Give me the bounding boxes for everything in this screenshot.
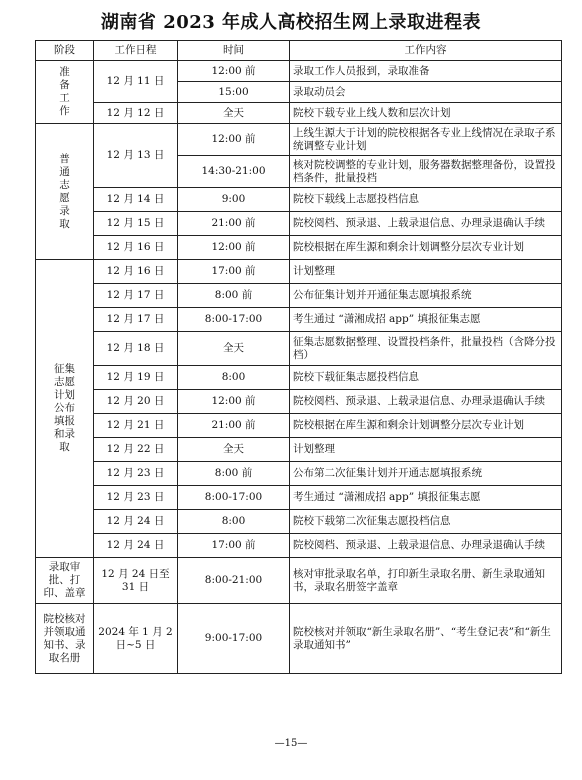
date-cell: 12 月 14 日 [94,188,178,212]
table-row [36,284,562,308]
time-cell: 8:00-17:00 [178,308,290,332]
content-cell: 院校阅档、预录退、上载录退信息、办理录退确认手续 [290,212,562,236]
table-row [36,61,562,82]
content-cell: 院校核对并领取“新生录取名册”、“考生登记表”和“新生录取通知书” [290,604,562,674]
content-cell: 考生通过 “潇湘成招 app” 填报征集志愿 [290,308,562,332]
time-cell: 全天 [178,332,290,366]
table-row [36,124,562,156]
table-row [36,414,562,438]
table-row [36,438,562,462]
date-cell: 12 月 16 日 [94,260,178,284]
content-cell: 公布第二次征集计划并开通志愿填报系统 [290,462,562,486]
header-stage: 阶段 [36,41,94,61]
time-cell: 12:00 前 [178,61,290,82]
content-cell: 录取工作人员报到，录取准备 [290,61,562,82]
content-cell: 院校阅档、预录退、上载录退信息、办理录退确认手续 [290,534,562,558]
date-cell: 12 月 13 日 [94,124,178,188]
stage-cell-approval: 录取审批、打印、盖章 [36,558,94,604]
table-row [36,558,562,604]
table-row [36,486,562,510]
date-cell: 12 月 23 日 [94,462,178,486]
time-cell: 12:00 前 [178,236,290,260]
page-title: 湖南省 2023 年成人高校招生网上录取进程表 [100,12,482,33]
time-cell: 8:00 前 [178,462,290,486]
time-cell: 9:00-17:00 [178,604,290,674]
table-row [36,103,562,124]
table-row [36,236,562,260]
content-cell: 录取动员会 [290,82,562,103]
content-cell: 计划整理 [290,438,562,462]
date-cell: 2024 年 1 月 2 日~5 日 [94,604,178,674]
date-cell: 12 月 15 日 [94,212,178,236]
time-cell: 8:00 前 [178,284,290,308]
date-cell: 12 月 24 日至 31 日 [94,558,178,604]
header-date: 工作日程 [94,41,178,61]
date-cell: 12 月 17 日 [94,308,178,332]
time-cell: 15:00 [178,82,290,103]
date-cell: 12 月 18 日 [94,332,178,366]
table-row [36,188,562,212]
time-cell: 14:30-21:00 [178,156,290,188]
content-cell: 核对审批录取名单，打印新生录取名册、新生录取通知书，录取名册签字盖章 [290,558,562,604]
date-cell: 12 月 21 日 [94,414,178,438]
date-cell: 12 月 22 日 [94,438,178,462]
date-cell: 12 月 23 日 [94,486,178,510]
table-row [36,462,562,486]
date-cell: 12 月 12 日 [94,103,178,124]
time-cell: 12:00 前 [178,124,290,156]
time-cell: 21:00 前 [178,212,290,236]
time-cell: 全天 [178,103,290,124]
stage-cell-regular: 普通志愿录取 [36,124,94,260]
date-cell: 12 月 17 日 [94,284,178,308]
table-row [36,604,562,674]
page-number: —15— [274,738,308,749]
table-row [36,534,562,558]
time-cell: 8:00-17:00 [178,486,290,510]
content-cell: 院校下载征集志愿投档信息 [290,366,562,390]
content-cell: 院校下载线上志愿投档信息 [290,188,562,212]
time-cell: 8:00 [178,510,290,534]
content-cell: 征集志愿数据整理、设置投档条件，批量投档（含降分投档） [290,332,562,366]
content-cell: 院校根据在库生源和剩余计划调整分层次专业计划 [290,236,562,260]
date-cell: 12 月 20 日 [94,390,178,414]
time-cell: 9:00 [178,188,290,212]
table-header-row [36,41,562,61]
date-cell: 12 月 19 日 [94,366,178,390]
content-cell: 院校下载专业上线人数和层次计划 [290,103,562,124]
header-content: 工作内容 [290,41,562,61]
date-cell: 12 月 24 日 [94,510,178,534]
time-cell: 17:00 前 [178,260,290,284]
table-row [36,366,562,390]
date-cell: 12 月 16 日 [94,236,178,260]
time-cell: 全天 [178,438,290,462]
content-cell: 公布征集计划并开通征集志愿填报系统 [290,284,562,308]
date-cell: 12 月 11 日 [94,61,178,103]
table-row [36,510,562,534]
time-cell: 8:00 [178,366,290,390]
content-cell: 考生通过 “潇湘成招 app” 填报征集志愿 [290,486,562,510]
content-cell: 院校阅档、预录退、上载录退信息、办理录退确认手续 [290,390,562,414]
table-row [36,212,562,236]
table-row [36,308,562,332]
stage-cell-collection: 院校核对并领取通知书、录取名册 [36,604,94,674]
date-cell: 12 月 24 日 [94,534,178,558]
time-cell: 17:00 前 [178,534,290,558]
content-cell: 计划整理 [290,260,562,284]
table-row [36,332,562,366]
time-cell: 12:00 前 [178,390,290,414]
table-row [36,390,562,414]
content-cell: 院校下载第二次征集志愿投档信息 [290,510,562,534]
table-row [36,260,562,284]
content-cell: 核对院校调整的专业计划，服务器数据整理备份，设置投档条件，批量投档 [290,156,562,188]
content-cell: 上线生源大于计划的院校根据各专业上线情况在录取子系统调整专业计划 [290,124,562,156]
stage-cell-prep: 准备工作 [36,61,94,124]
time-cell: 21:00 前 [178,414,290,438]
time-cell: 8:00-21:00 [178,558,290,604]
content-cell: 院校根据在库生源和剩余计划调整分层次专业计划 [290,414,562,438]
schedule-table [35,40,562,674]
stage-cell-supplementary: 征集志愿计划公布填报和录取 [36,260,94,558]
header-time: 时间 [178,41,290,61]
